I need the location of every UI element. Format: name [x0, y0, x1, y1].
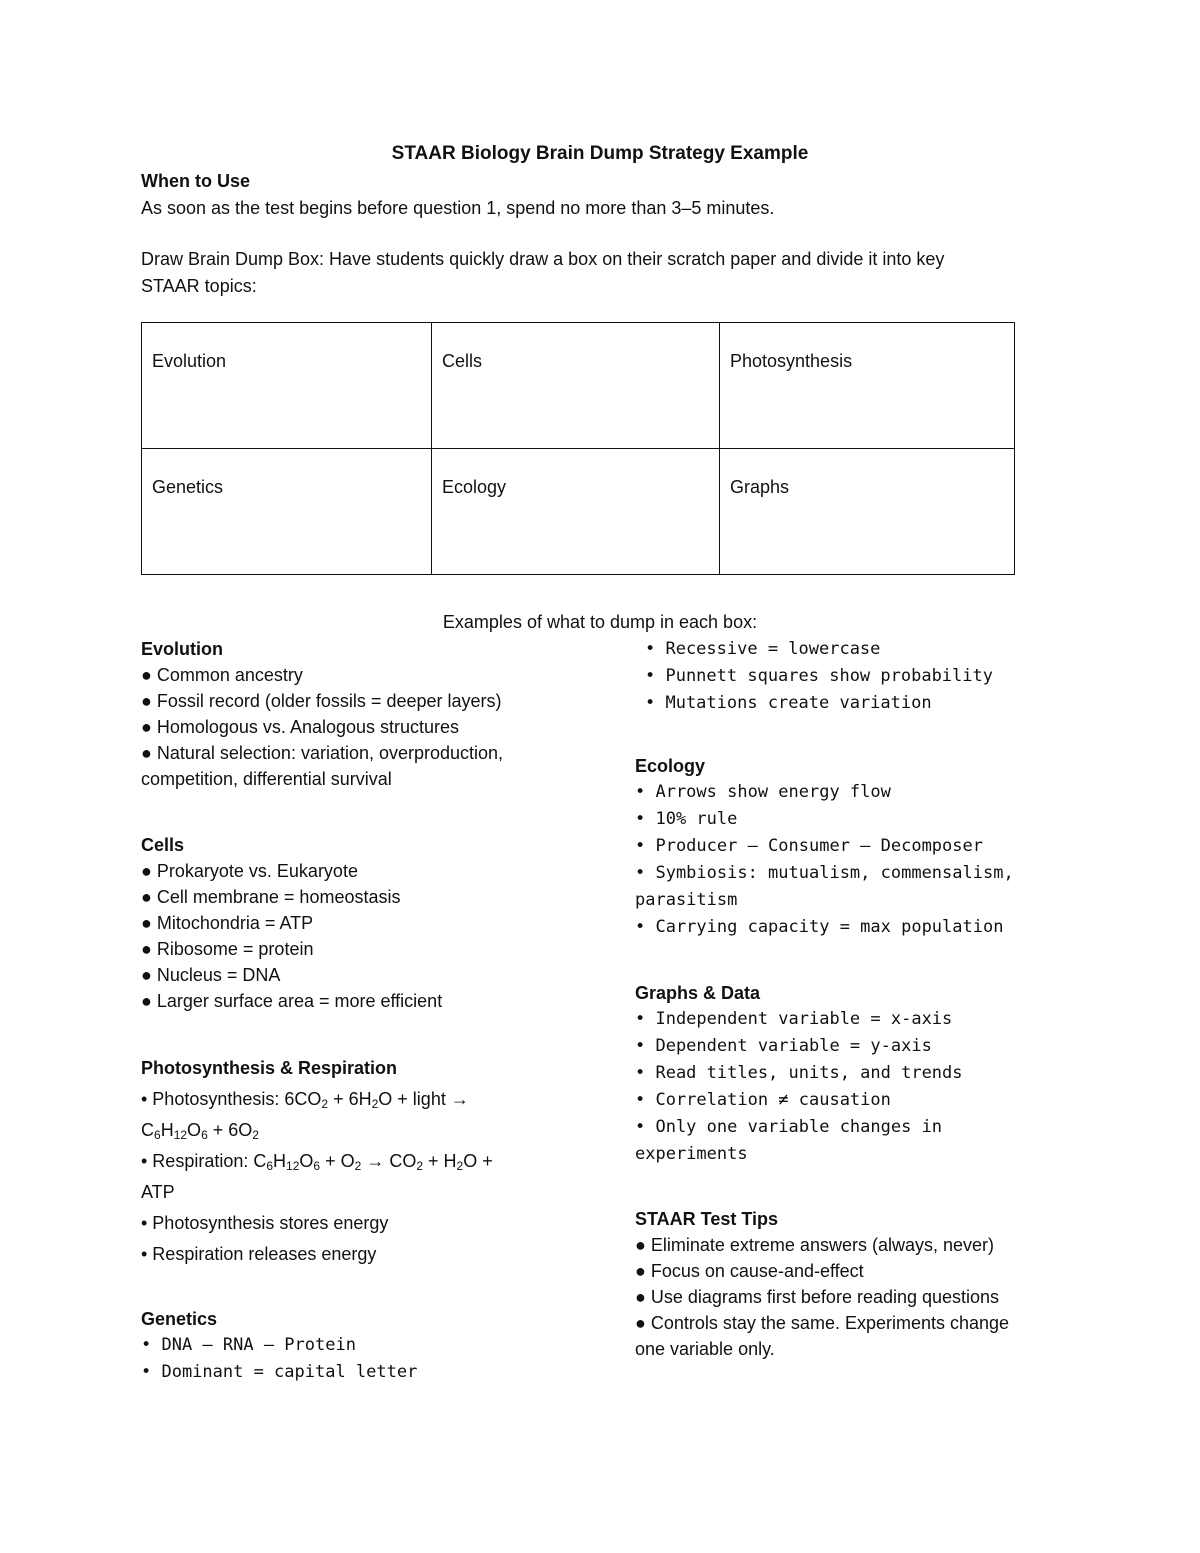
- list-item: • Correlation ≠ causation: [635, 1090, 891, 1110]
- cells-heading: Cells: [141, 835, 185, 855]
- list-item: ● Prokaryote vs. Eukaryote: [141, 861, 358, 881]
- list-item: ● Larger surface area = more efficient: [141, 991, 443, 1011]
- graphs-section: [635, 980, 1065, 1168]
- photo-section: [141, 1055, 581, 1270]
- list-item: • Only one variable changes in: [635, 1117, 943, 1137]
- when-to-use-heading: When to Use: [141, 171, 251, 191]
- list-item: ● Fossil record (older fossils = deeper layers): [141, 691, 502, 711]
- tips-heading: STAAR Test Tips: [635, 1209, 779, 1229]
- list-item: ● Eliminate extreme answers (always, never): [635, 1235, 994, 1255]
- list-item: ● Mitochondria = ATP: [141, 913, 314, 933]
- list-item: one variable only.: [635, 1339, 775, 1359]
- list-item: parasitism: [635, 890, 738, 910]
- list-item: ● Cell membrane = homeostasis: [141, 887, 401, 907]
- ecology-heading: Ecology: [635, 756, 706, 776]
- list-item: • Recessive = lowercase: [645, 639, 881, 659]
- grid-cell-cells: Cells: [432, 323, 720, 449]
- genetics-section: [141, 1306, 581, 1386]
- grid-cell-evolution: Evolution: [142, 323, 432, 449]
- evolution-heading: Evolution: [141, 639, 223, 659]
- respiration-equation-line2: ATP: [141, 1182, 175, 1202]
- list-item: experiments: [635, 1144, 748, 1164]
- list-item: ● Natural selection: variation, overproduction,: [141, 743, 504, 763]
- list-item: ● Common ancestry: [141, 665, 303, 685]
- grid-cell-ecology: Ecology: [432, 449, 720, 575]
- brain-dump-grid: [141, 322, 1015, 575]
- grid-cell-graphs: Graphs: [720, 449, 1015, 575]
- list-item: • Photosynthesis stores energy: [141, 1213, 389, 1233]
- list-item: ● Use diagrams first before reading questions: [635, 1287, 1000, 1307]
- genetics-continued: [645, 636, 1065, 717]
- list-item: • Dependent variable = y-axis: [635, 1036, 932, 1056]
- list-item: • Independent variable = x-axis: [635, 1009, 953, 1029]
- photosynthesis-equation-line1: • Photosynthesis: $6CO_2 + 6H_2O$ + light →: [141, 1089, 469, 1111]
- list-item: ● Ribosome = protein: [141, 939, 314, 959]
- when-to-use-text: As soon as the test begins before question 1, spend no more than 3–5 minutes.: [141, 198, 775, 218]
- photosynthesis-equation-line2: $C_6H_{12}O_6 + 6O_2$: [141, 1120, 259, 1142]
- page-title: STAAR Biology Brain Dump Strategy Example: [391, 143, 809, 164]
- list-item: • Read titles, units, and trends: [635, 1063, 963, 1083]
- list-item: • Arrows show energy flow: [635, 782, 891, 802]
- examples-heading: Examples of what to dump in each box:: [442, 612, 758, 632]
- ecology-section: [635, 753, 1065, 941]
- tips-section: [635, 1206, 1065, 1362]
- list-item: ● Homologous vs. Analogous structures: [141, 717, 460, 737]
- respiration-equation-line1: • Respiration: $C_6H_{12}O_6 + O_2 \to CO_2 + H_2O$ +: [141, 1151, 493, 1173]
- list-item: ● Nucleus = DNA: [141, 965, 281, 985]
- draw-box-line2: STAAR topics:: [141, 276, 257, 296]
- grid-cell-photosynthesis: Photosynthesis: [720, 323, 1015, 449]
- cells-section: [141, 832, 581, 1014]
- grid-cell-genetics: Genetics: [142, 449, 432, 575]
- left-column: [141, 636, 581, 792]
- list-item: ● Controls stay the same. Experiments change: [635, 1313, 1010, 1333]
- list-item: ● Focus on cause-and-effect: [635, 1261, 864, 1281]
- list-item: • Carrying capacity = max population: [635, 917, 1004, 937]
- list-item: • Mutations create variation: [645, 693, 932, 713]
- list-item: competition, differential survival: [141, 769, 392, 789]
- draw-box-line1: Draw Brain Dump Box: Have students quickly draw a box on their scratch paper and divide it into key: [141, 249, 945, 269]
- list-item: • Symbiosis: mutualism, commensalism,: [635, 863, 1014, 883]
- genetics-heading: Genetics: [141, 1309, 218, 1329]
- list-item: • DNA – RNA – Protein: [141, 1335, 356, 1355]
- list-item: • Producer – Consumer – Decomposer: [635, 836, 983, 856]
- list-item: • 10% rule: [635, 809, 738, 829]
- list-item: • Dominant = capital letter: [141, 1362, 418, 1382]
- photo-heading: Photosynthesis & Respiration: [141, 1058, 398, 1078]
- list-item: • Punnett squares show probability: [645, 666, 993, 686]
- graphs-heading: Graphs & Data: [635, 983, 761, 1003]
- list-item: • Respiration releases energy: [141, 1244, 377, 1264]
